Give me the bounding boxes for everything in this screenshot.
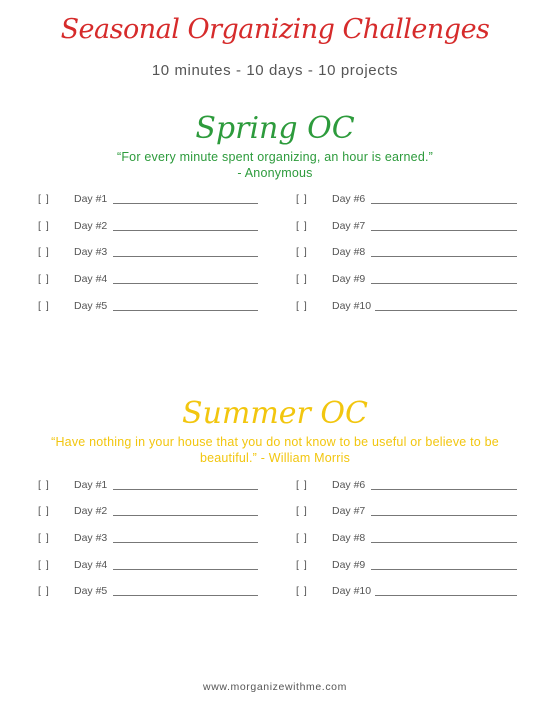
day-label: Day #9 [332, 559, 366, 571]
checklist-row [296, 479, 526, 495]
checkbox[interactable]: [ ] [296, 220, 308, 232]
day-label: Day #10 [332, 585, 372, 597]
checklist-row [38, 220, 268, 236]
spring-quote [40, 149, 510, 181]
page-subtitle: 10 minutes - 10 days - 10 projects [151, 62, 399, 79]
checklist-row [296, 559, 526, 575]
day-label: Day #6 [332, 479, 366, 491]
checklist-row [296, 585, 526, 601]
day-label: Day #5 [74, 585, 108, 597]
day-label: Day #8 [332, 246, 366, 258]
checkbox[interactable]: [ ] [296, 246, 308, 258]
day-label: Day #7 [332, 220, 366, 232]
checklist-row [38, 246, 268, 262]
write-in-line[interactable] [113, 489, 258, 490]
checkbox[interactable]: [ ] [38, 479, 50, 491]
checklist-row [38, 585, 268, 601]
checkbox[interactable]: [ ] [296, 585, 308, 597]
checkbox[interactable]: [ ] [296, 505, 308, 517]
footer-url[interactable]: www.morganizewithme.com [203, 681, 347, 693]
checkbox[interactable]: [ ] [38, 585, 50, 597]
write-in-line[interactable] [375, 595, 517, 596]
write-in-line[interactable] [371, 256, 517, 257]
checklist-row [38, 479, 268, 495]
day-label: Day #2 [74, 220, 108, 232]
write-in-line[interactable] [113, 515, 258, 516]
checkbox[interactable]: [ ] [296, 193, 308, 205]
checkbox[interactable]: [ ] [38, 273, 50, 285]
checkbox[interactable]: [ ] [38, 193, 50, 205]
write-in-line[interactable] [113, 283, 258, 284]
checklist-row [38, 559, 268, 575]
checklist-row [296, 505, 526, 521]
summer-quote: “Have nothing in your house that you do not know to be useful or believe to be beautiful.” - William Morris [51, 435, 499, 465]
day-label: Day #3 [74, 246, 108, 258]
day-label: Day #4 [74, 559, 108, 571]
checklist-row [38, 532, 268, 548]
write-in-line[interactable] [371, 203, 517, 204]
day-label: Day #1 [74, 193, 108, 205]
checkbox[interactable]: [ ] [38, 532, 50, 544]
write-in-line[interactable] [371, 230, 517, 231]
day-label: Day #10 [332, 300, 372, 312]
write-in-line[interactable] [113, 256, 258, 257]
spring-quote-attribution: - Anonymous [237, 166, 313, 180]
checkbox[interactable]: [ ] [296, 479, 308, 491]
write-in-line[interactable] [113, 230, 258, 231]
write-in-line[interactable] [113, 569, 258, 570]
write-in-line[interactable] [371, 515, 517, 516]
write-in-line[interactable] [371, 542, 517, 543]
checkbox[interactable]: [ ] [296, 273, 308, 285]
day-label: Day #4 [74, 273, 108, 285]
checkbox[interactable]: [ ] [38, 246, 50, 258]
day-label: Day #7 [332, 505, 366, 517]
checkbox[interactable]: [ ] [38, 220, 50, 232]
day-label: Day #3 [74, 532, 108, 544]
summer-title: Summer OC [182, 396, 368, 431]
day-label: Day #2 [74, 505, 108, 517]
checklist-row [38, 193, 268, 209]
checklist-row [38, 505, 268, 521]
day-label: Day #6 [332, 193, 366, 205]
page-title: Seasonal Organizing Challenges [60, 14, 490, 45]
checklist-row [296, 220, 526, 236]
checklist-row [296, 246, 526, 262]
checkbox[interactable]: [ ] [38, 505, 50, 517]
checkbox[interactable]: [ ] [296, 559, 308, 571]
checklist-row [38, 300, 268, 316]
spring-title: Spring OC [195, 111, 355, 146]
write-in-line[interactable] [113, 542, 258, 543]
checkbox[interactable]: [ ] [38, 559, 50, 571]
write-in-line[interactable] [371, 283, 517, 284]
checklist-row [38, 273, 268, 289]
checkbox[interactable]: [ ] [296, 532, 308, 544]
day-label: Day #1 [74, 479, 108, 491]
write-in-line[interactable] [113, 595, 258, 596]
write-in-line[interactable] [113, 310, 258, 311]
write-in-line[interactable] [113, 203, 258, 204]
checklist-row [296, 273, 526, 289]
day-label: Day #9 [332, 273, 366, 285]
checklist-row [296, 300, 526, 316]
write-in-line[interactable] [371, 569, 517, 570]
checklist-row [296, 193, 526, 209]
write-in-line[interactable] [371, 489, 517, 490]
day-label: Day #8 [332, 532, 366, 544]
day-label: Day #5 [74, 300, 108, 312]
write-in-line[interactable] [375, 310, 517, 311]
checkbox[interactable]: [ ] [38, 300, 50, 312]
checklist-row [296, 532, 526, 548]
checkbox[interactable]: [ ] [296, 300, 308, 312]
spring-quote-text: “For every minute spent organizing, an hour is earned.” [116, 150, 434, 164]
